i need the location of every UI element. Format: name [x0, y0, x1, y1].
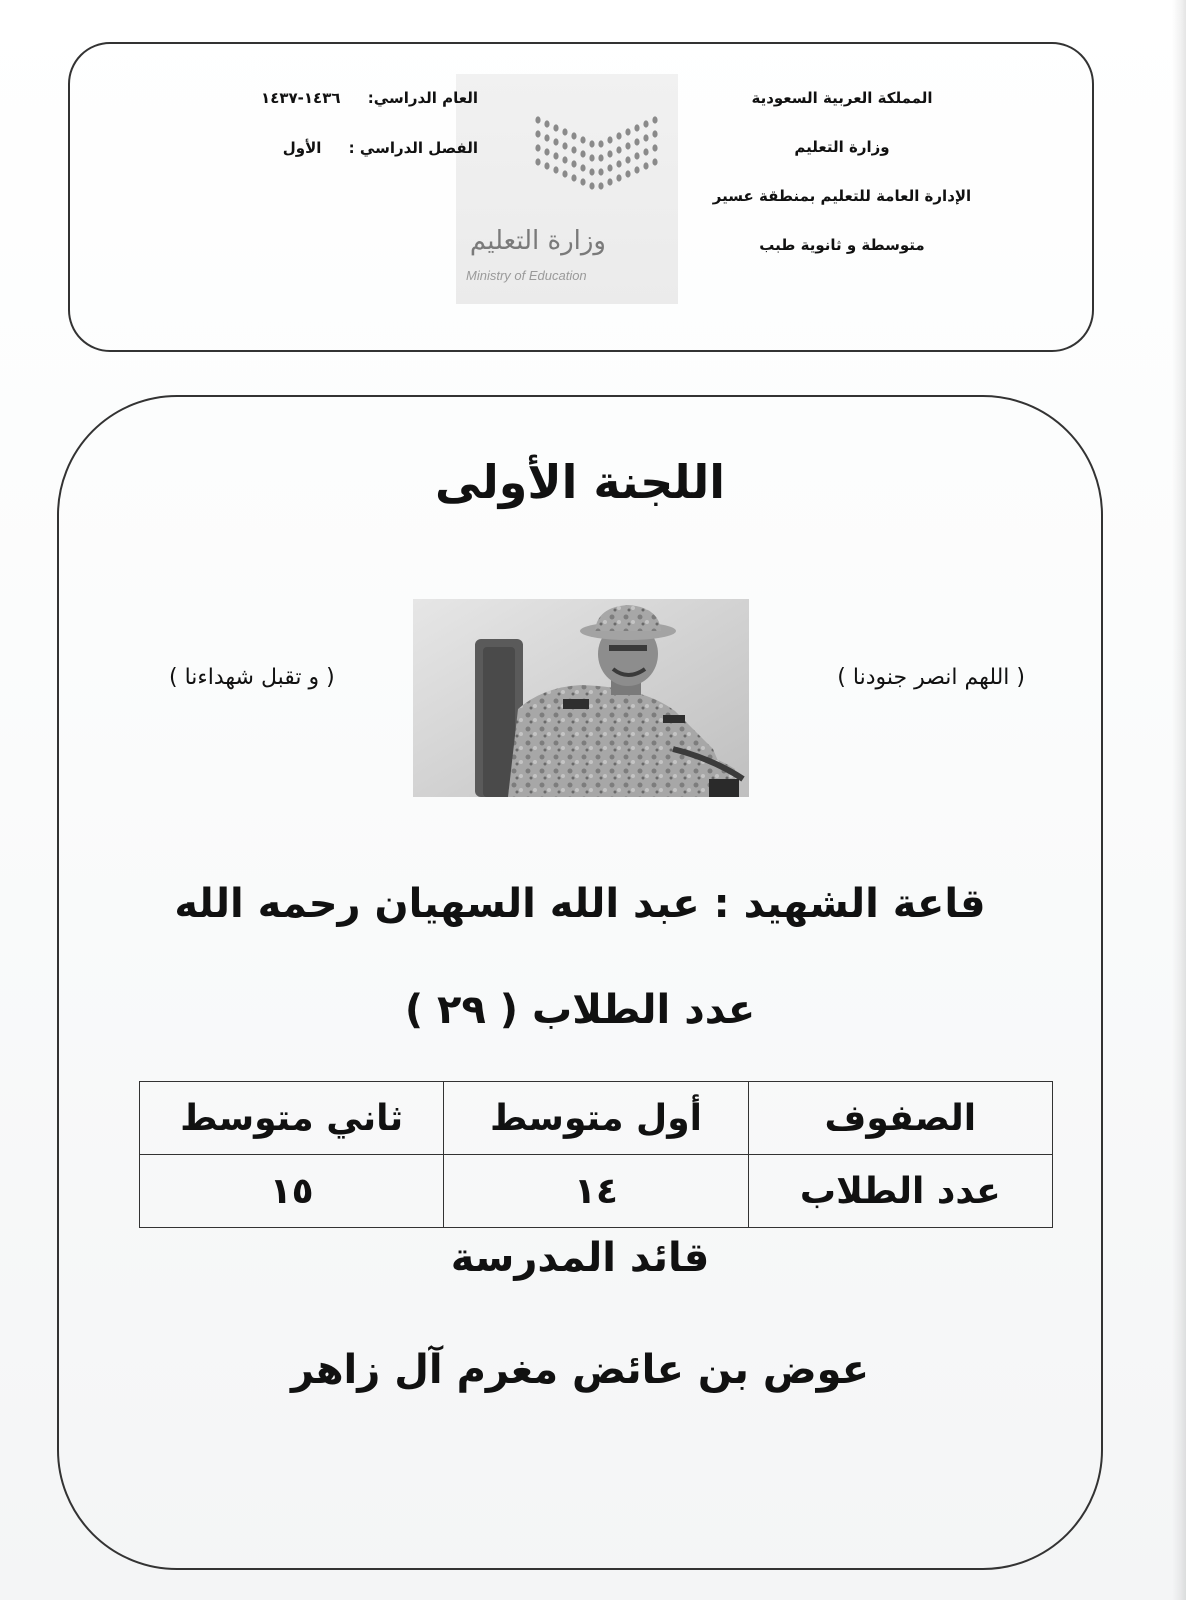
logo-dot [634, 152, 639, 159]
semester-value: الأول [282, 139, 322, 157]
logo-dot [535, 158, 540, 165]
logo-dot [634, 124, 639, 131]
logo-dot [580, 164, 585, 171]
principal-title: قائد المدرسة [450, 1235, 710, 1281]
academic-year-label: العام الدراسي: [367, 89, 478, 107]
logo-dot [553, 124, 558, 131]
logo-dot [607, 164, 612, 171]
logo-dot [652, 116, 657, 123]
table-cell-second-intermediate: ثاني متوسط [140, 1082, 444, 1155]
semester-label: الفصل الدراسي : [348, 139, 478, 157]
logo-dot [625, 128, 630, 135]
logo-dot [571, 160, 576, 167]
academic-year-value: ١٤٣٦-١٤٣٧ [261, 89, 341, 107]
logo-dot [598, 168, 603, 175]
logo-dot [535, 116, 540, 123]
logo-dot [589, 140, 594, 147]
logo-dot [625, 156, 630, 163]
logo-text-ar: وزارة التعليم [469, 226, 606, 256]
logo-dot [544, 134, 549, 141]
logo-dot [553, 138, 558, 145]
logo-dot [643, 120, 648, 127]
table-cell-first-intermediate: أول متوسط [444, 1082, 748, 1155]
logo-dot [544, 148, 549, 155]
logo-dot [544, 162, 549, 169]
logo-dot [616, 174, 621, 181]
table-data-row [140, 1155, 1053, 1228]
prayer-right: ( اللهم انصر جنودنا ) [837, 665, 1025, 690]
logo-dot [616, 160, 621, 167]
table-cell-first-count: ١٤ [444, 1155, 748, 1228]
logo-dot [607, 178, 612, 185]
logo-dot [580, 178, 585, 185]
header-line-school: متوسطة و ثانوية طبب [759, 236, 925, 254]
students-count: عدد الطلاب ( ٢٩ ) [404, 987, 756, 1033]
logo-dot [625, 170, 630, 177]
logo-dot [616, 132, 621, 139]
logo-dot [625, 142, 630, 149]
logo-dot [562, 128, 567, 135]
logo-dot [589, 182, 594, 189]
logo-dot [652, 144, 657, 151]
logo-dot [535, 144, 540, 151]
logo-dot [598, 154, 603, 161]
logo-text-en: Ministry of Education [466, 268, 587, 283]
logo-dot [598, 140, 603, 147]
logo-dot [571, 132, 576, 139]
header-line-kingdom: المملكة العربية السعودية [751, 89, 933, 107]
logo-dot [643, 148, 648, 155]
logo-dot [562, 156, 567, 163]
logo-dot [553, 166, 558, 173]
principal-name: عوض بن عائض مغرم آل زاهر [290, 1347, 870, 1393]
soldier-photo [413, 599, 749, 797]
logo-dot [607, 150, 612, 157]
header-line-directorate: الإدارة العامة للتعليم بمنطقة عسير [712, 187, 972, 205]
logo-dot [544, 120, 549, 127]
logo-dot [571, 174, 576, 181]
logo-dot [634, 166, 639, 173]
ministry-logo [456, 74, 678, 304]
header-term-block [148, 84, 478, 184]
header-organization-block [692, 84, 992, 280]
hall-name: قاعة الشهيد : عبد الله السهيان رحمه الله [174, 881, 986, 927]
logo-dot [652, 158, 657, 165]
committee-title: اللجنة الأولى [434, 455, 726, 509]
soldier-portrait-icon [413, 599, 749, 797]
committee-card [57, 395, 1103, 1570]
logo-dot [535, 130, 540, 137]
header-line-ministry: وزارة التعليم [794, 138, 890, 156]
logo-dot [589, 154, 594, 161]
logo-dot [571, 146, 576, 153]
grades-table [139, 1081, 1053, 1228]
page-edge-shadow [1172, 0, 1186, 1600]
logo-dot [589, 168, 594, 175]
logo-dot [562, 170, 567, 177]
logo-dot [607, 136, 612, 143]
semester-line [148, 134, 478, 184]
table-header-row [140, 1082, 1053, 1155]
logo-dot [580, 136, 585, 143]
table-cell-grades-label: الصفوف [748, 1082, 1052, 1155]
logo-dot [580, 150, 585, 157]
logo-dot [652, 130, 657, 137]
academic-year-line [148, 84, 478, 134]
logo-dot [598, 182, 603, 189]
prayer-left: ( و تقبل شهداءنا ) [169, 665, 335, 690]
table-cell-second-count: ١٥ [140, 1155, 444, 1228]
table-cell-students-label: عدد الطلاب [748, 1155, 1052, 1228]
logo-dot [643, 134, 648, 141]
header-box [68, 42, 1094, 352]
logo-dot [553, 152, 558, 159]
logo-dot [616, 146, 621, 153]
logo-dot [643, 162, 648, 169]
logo-dot [562, 142, 567, 149]
logo-dot [634, 138, 639, 145]
